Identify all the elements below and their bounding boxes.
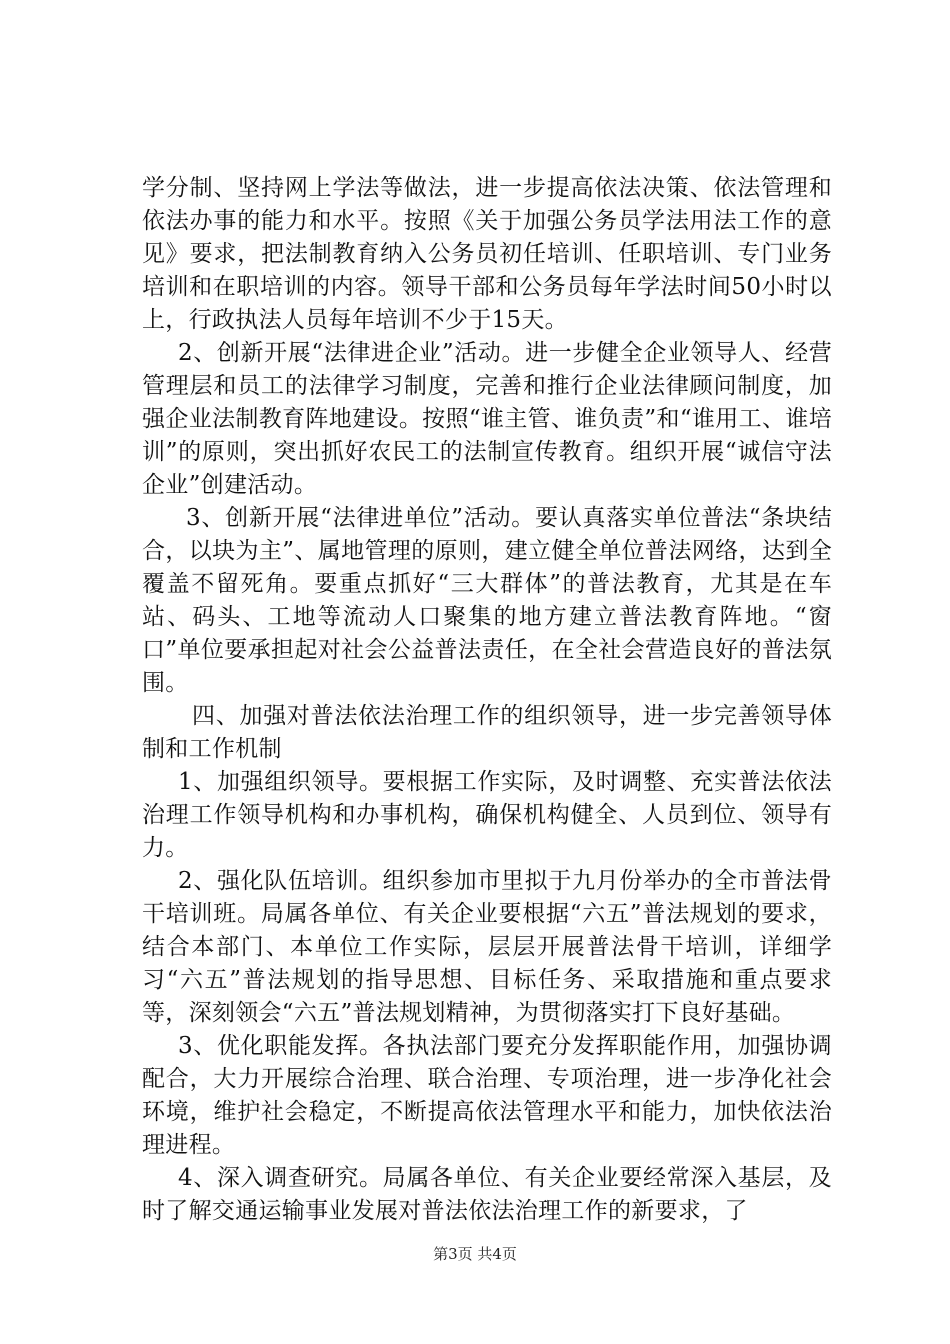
paragraph-law-into-units: 3、创新开展“法律进单位”活动。要认真落实单位普法“条块结合，以块为主”、属地管理的原则，建立健全单位普法网络，达到全覆盖不留死角。要重点抓好“三大群体”的普法教育，尤其是在车站、码头、工地等流动人口聚集的地方建立普法教育阵地。“窗口”单位要承担起对社会公益普法责任，在全社会营造良好的普法氛围。 bbox=[142, 505, 832, 696]
paragraph-optimize-functions: 3、优化职能发挥。各执法部门要充分发挥职能作用，加强协调配合，大力开展综合治理、联合治理、专项治理，进一步净化社会环境，维护社会稳定，不断提高依法管理水平和能力，加快依法治理进程。 bbox=[142, 1033, 832, 1158]
document-body bbox=[142, 172, 832, 1228]
section-heading-four: 四、加强对普法依法治理工作的组织领导，进一步完善领导体制和工作机制 bbox=[142, 703, 832, 762]
page-footer: 第3页 共4页 bbox=[433, 1245, 517, 1263]
paragraph-team-training: 2、强化队伍培训。组织参加市里拟于九月份举办的全市普法骨干培训班。局属各单位、有关企业要根据“六五”普法规划的要求，结合本部门、本单位工作实际，层层开展普法骨干培训，详细学习“六五”普法规划的指导思想、目标任务、采取措施和重点要求等，深刻领会“六五”普法规划精神，为贯彻落实打下良好基础。 bbox=[142, 868, 832, 1026]
paragraph-investigation-research: 4、深入调查研究。局属各单位、有关企业要经常深入基层，及时了解交通运输事业发展对普法依法治理工作的新要求，了 bbox=[142, 1165, 832, 1224]
paragraph-strengthen-leadership: 1、加强组织领导。要根据工作实际，及时调整、充实普法依法治理工作领导机构和办事机构，确保机构健全、人员到位、领导有力。 bbox=[142, 769, 832, 861]
paragraph-law-into-enterprises: 2、创新开展“法律进企业”活动。进一步健全企业领导人、经营管理层和员工的法律学习制度，完善和推行企业法律顾问制度，加强企业法制教育阵地建设。按照“谁主管、谁负责”和“谁用工、谁培训”的原则，突出抓好农民工的法制宣传教育。组织开展“诚信守法企业”创建活动。 bbox=[142, 340, 832, 498]
paragraph-continuation: 学分制、坚持网上学法等做法，进一步提高依法决策、依法管理和依法办事的能力和水平。按照《关于加强公务员学法用法工作的意见》要求，把法制教育纳入公务员初任培训、任职培训、专门业务培训和在职培训的内容。领导干部和公务员每年学法时间50小时以上，行政执法人员每年培训不少于15天。 bbox=[142, 175, 832, 333]
